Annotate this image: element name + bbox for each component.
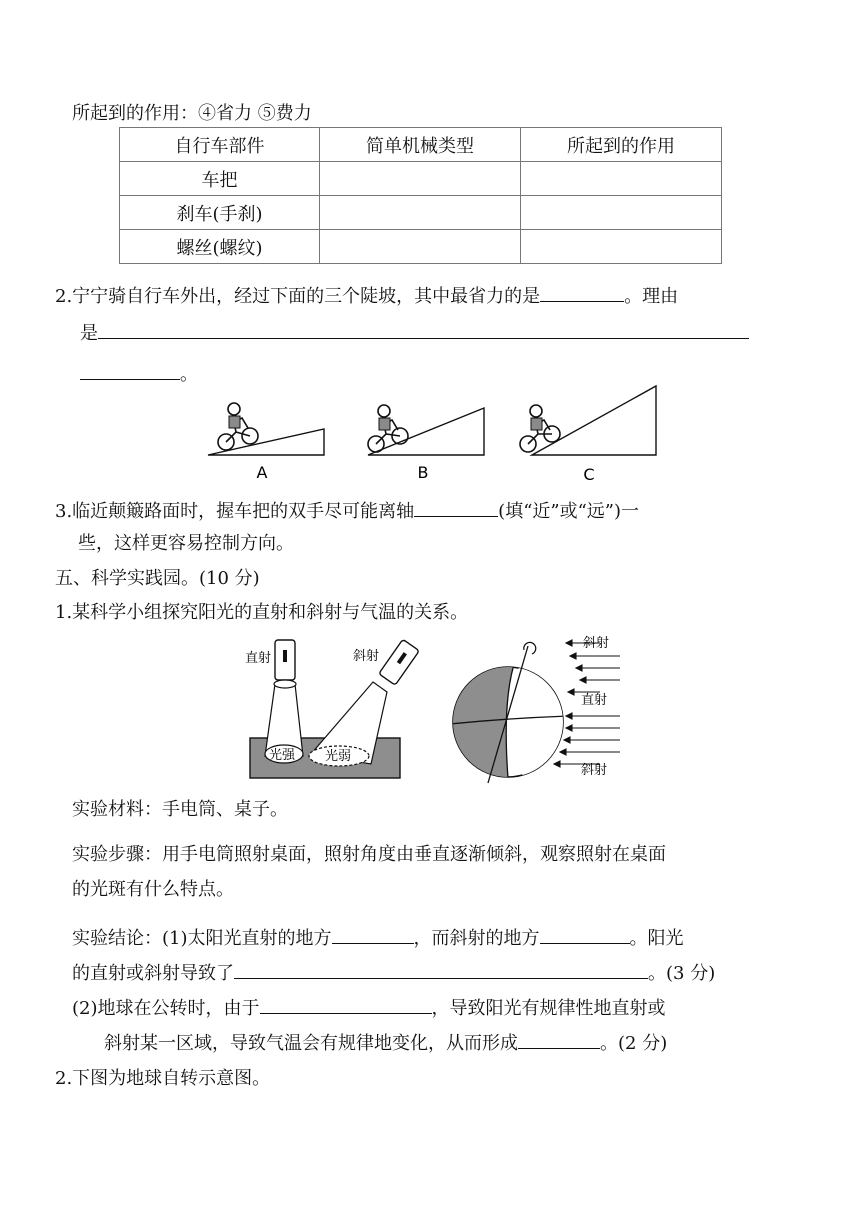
question-text: 。(3 分)	[648, 963, 716, 984]
question-text: 。(2 分)	[600, 1033, 668, 1054]
slope-c	[520, 386, 656, 484]
question-text: 。	[180, 364, 198, 385]
slope-label: B	[417, 463, 429, 482]
answer-cell[interactable]	[521, 230, 722, 264]
question-text: 3.临近颠簸路面时，握车把的双手尽可能离轴	[55, 501, 415, 522]
table-cell: 刹车(手刹)	[120, 196, 320, 230]
weak-label: 光弱	[325, 749, 352, 764]
question-2-line-1	[55, 281, 678, 310]
answer-blank[interactable]	[332, 923, 414, 944]
question-text: (填“近”或“远”)一	[498, 501, 640, 522]
oblique-label: 斜射	[353, 649, 380, 664]
conclusion-line-1	[72, 923, 684, 952]
effect-options-line: 所起到的作用：④省力 ⑤费力	[72, 103, 312, 124]
answer-blank[interactable]	[98, 318, 749, 339]
table-header: 所起到的作用	[521, 128, 722, 162]
table-row	[120, 230, 722, 264]
question-1-line: 1.某科学小组探究阳光的直射和斜射与气温的关系。	[55, 602, 469, 623]
question-2-line-2	[80, 318, 749, 347]
question-3-line-2: 些，这样更容易控制方向。	[78, 533, 294, 554]
table-header-row	[120, 128, 722, 162]
globe-top-label: 斜射	[583, 636, 610, 651]
table-header: 自行车部件	[120, 128, 320, 162]
question-text: 斜射某一区域，导致气温会有规律地变化，从而形成	[104, 1033, 518, 1054]
question-text: ，导致阳光有规律性地直射或	[431, 998, 666, 1019]
answer-cell[interactable]	[320, 162, 521, 196]
bike-parts-table	[119, 127, 722, 264]
answer-cell[interactable]	[521, 196, 722, 230]
direct-label: 直射	[245, 651, 272, 666]
cyclist-icon	[218, 403, 258, 450]
table-row	[120, 196, 722, 230]
table-cell: 螺丝(螺纹)	[120, 230, 320, 264]
slope-b	[368, 405, 484, 482]
slope-label: C	[583, 465, 595, 484]
answer-cell[interactable]	[320, 230, 521, 264]
steps-line-1: 实验步骤：用手电筒照射桌面，照射角度由垂直逐渐倾斜，观察照射在桌面	[72, 844, 666, 865]
slope-label: A	[256, 463, 268, 482]
table-header: 简单机械类型	[320, 128, 521, 162]
slope-a	[208, 403, 324, 482]
answer-blank[interactable]	[234, 958, 648, 979]
answer-blank[interactable]	[260, 993, 432, 1014]
answer-blank[interactable]	[518, 1028, 600, 1049]
question-text: 实验结论：(1)太阳光直射的地方	[72, 928, 332, 949]
question-text: (2)地球在公转时，由于	[72, 998, 260, 1019]
section-title: 五、科学实践园。(10 分)	[55, 568, 260, 589]
strong-label: 光强	[269, 748, 296, 763]
question-text: 是	[80, 323, 98, 344]
part2-line-2	[104, 1028, 667, 1057]
part2-line-1	[72, 993, 666, 1022]
globe-bottom-label: 斜射	[581, 763, 608, 778]
question-text: 的直射或斜射导致了	[72, 963, 234, 984]
question-text: 。理由	[624, 286, 679, 307]
globe-figure	[450, 628, 625, 788]
answer-blank[interactable]	[80, 359, 180, 380]
materials-line: 实验材料：手电筒、桌子。	[72, 799, 288, 820]
table-cell: 车把	[120, 162, 320, 196]
answer-cell[interactable]	[320, 196, 521, 230]
steps-line-2: 的光斑有什么特点。	[72, 879, 234, 900]
globe-mid-label: 直射	[581, 693, 608, 708]
question-text: ，而斜射的地方	[413, 928, 540, 949]
answer-blank[interactable]	[540, 923, 630, 944]
answer-cell[interactable]	[521, 162, 722, 196]
question-text: 。阳光	[629, 928, 684, 949]
conclusion-line-2	[72, 958, 715, 987]
answer-blank[interactable]	[414, 496, 498, 517]
question-3-line-1	[55, 496, 639, 525]
flashlight-figure	[245, 630, 415, 785]
table-row	[120, 162, 722, 196]
question-text: 2.宁宁骑自行车外出，经过下面的三个陡坡，其中最省力的是	[55, 286, 541, 307]
answer-blank[interactable]	[540, 281, 624, 302]
question-2-earth-line: 2.下图为地球自转示意图。	[55, 1068, 271, 1089]
question-2-line-3	[80, 359, 198, 388]
slopes-figure	[200, 380, 670, 485]
